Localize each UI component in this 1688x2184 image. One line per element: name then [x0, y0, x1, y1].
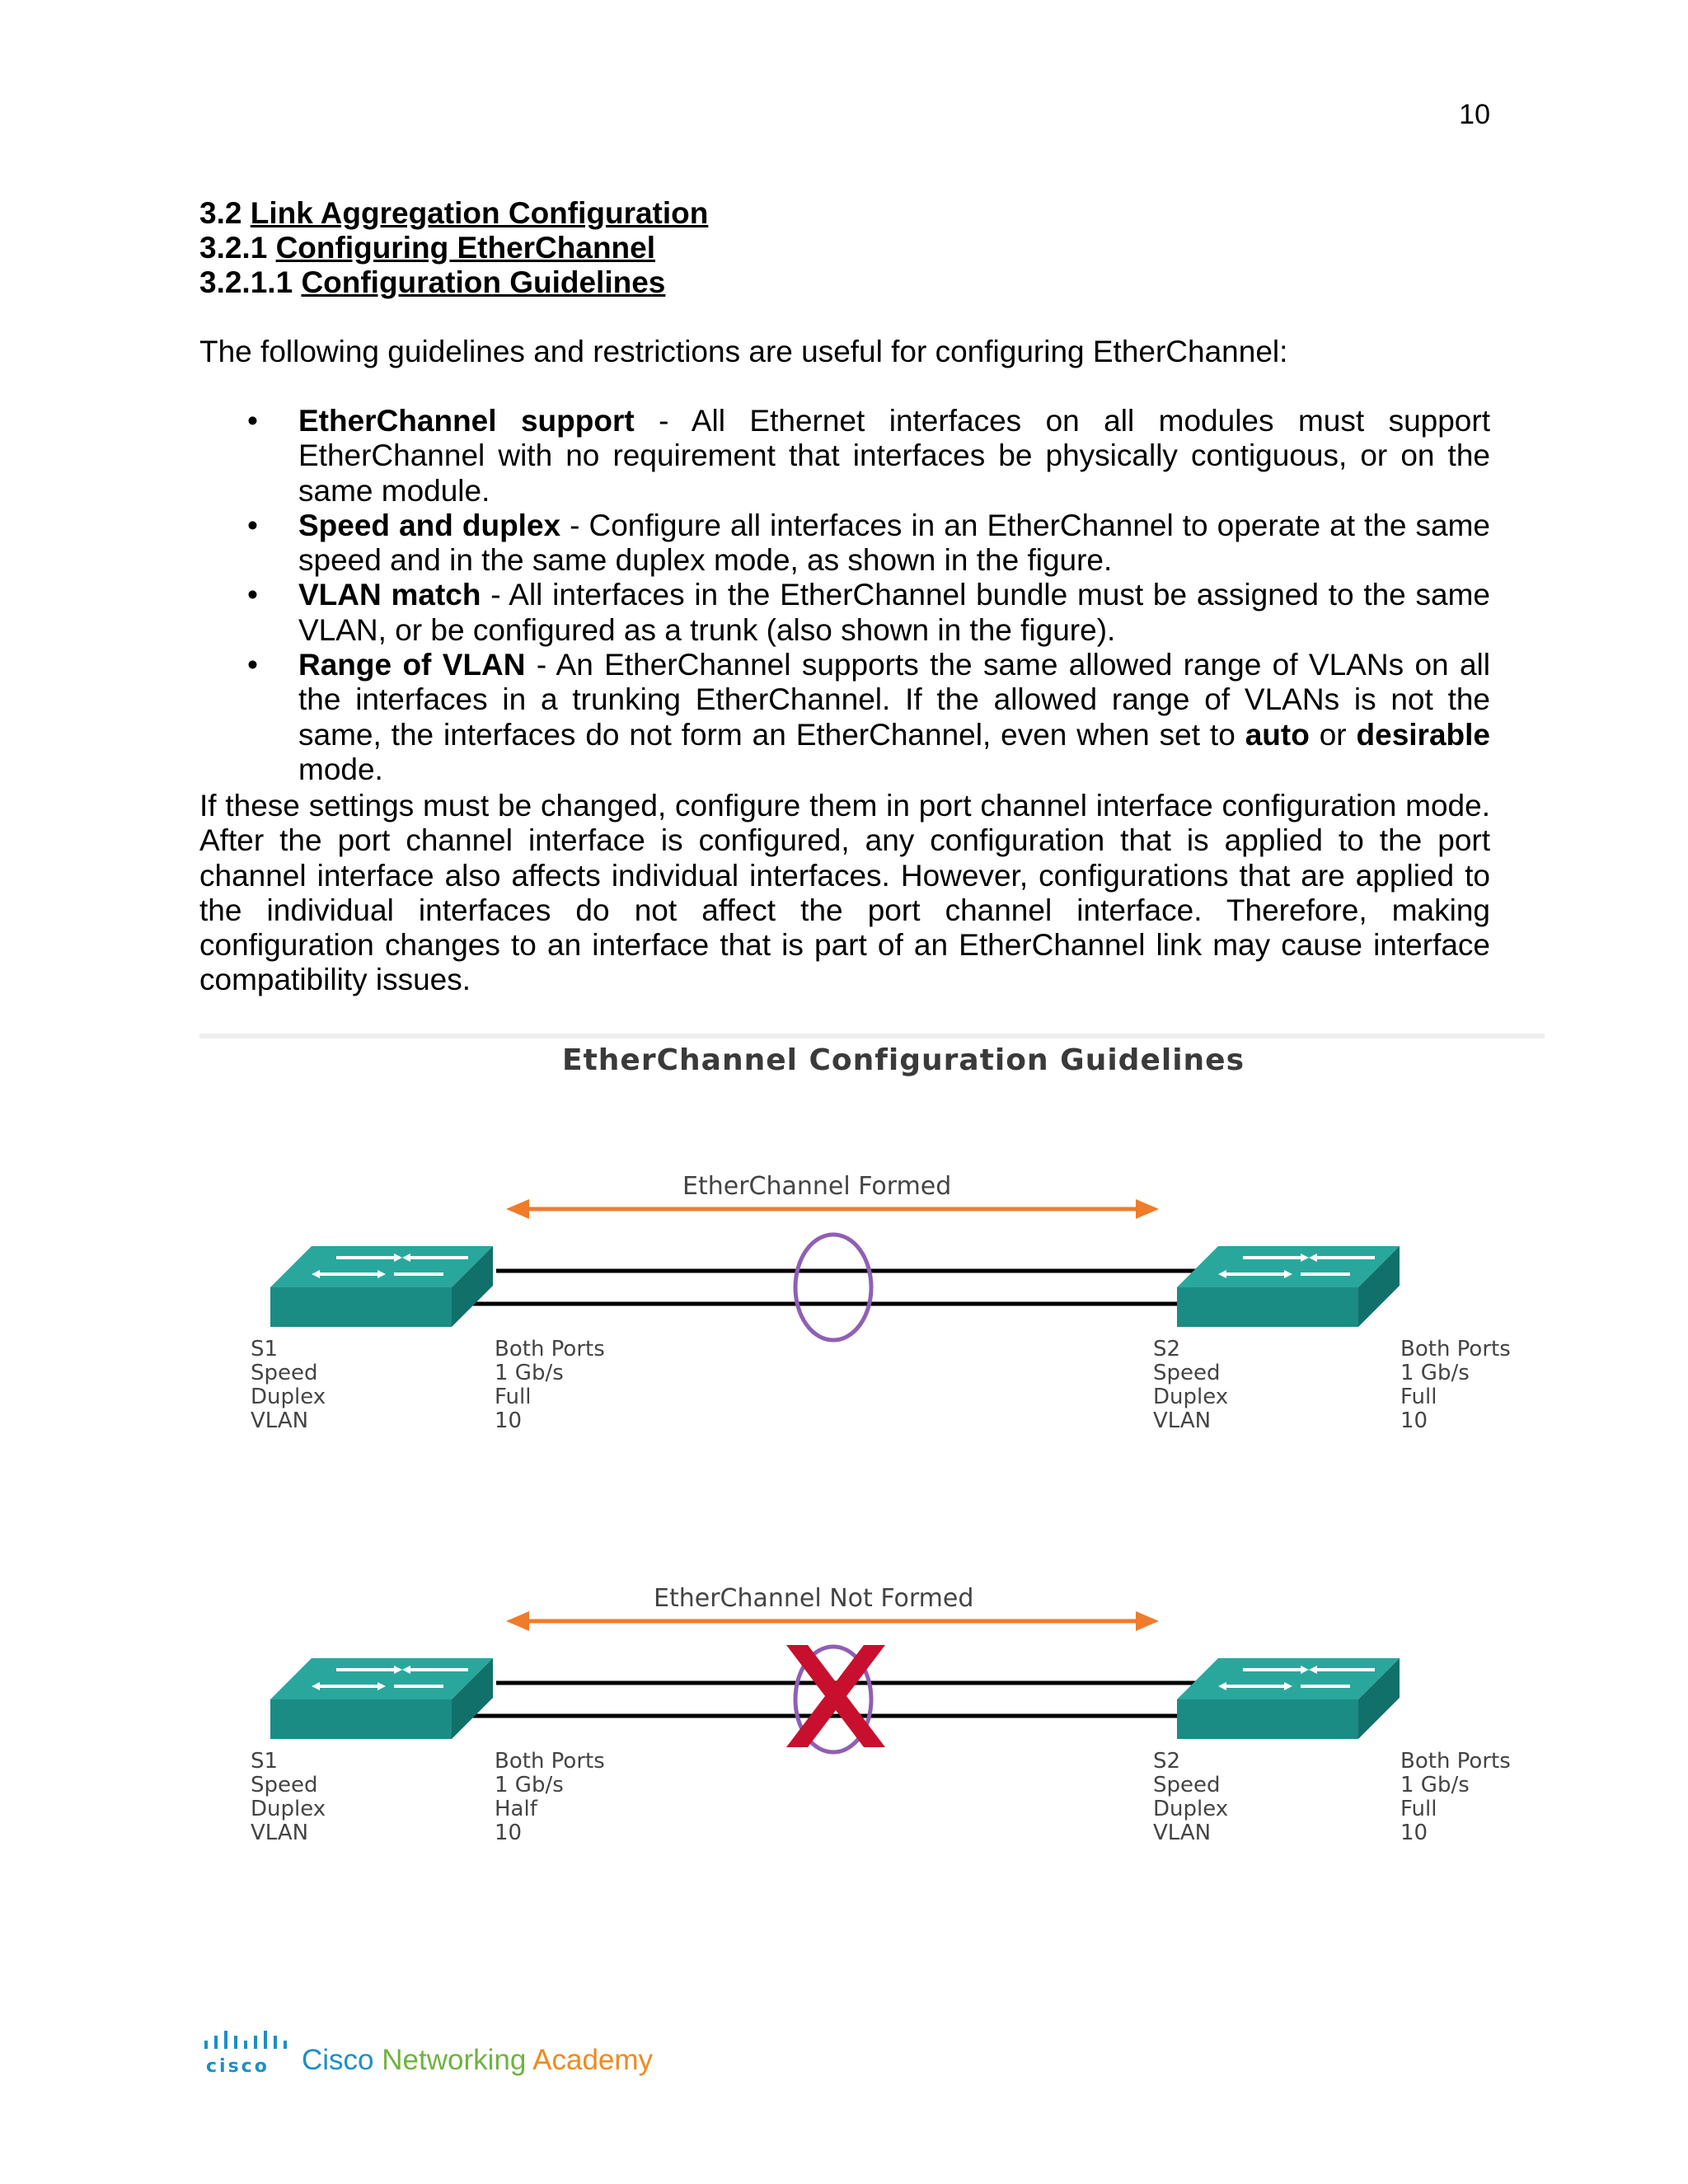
heading-3-2 [199, 196, 1493, 231]
arrow-not-formed [506, 1611, 1159, 1631]
footer-word: Networking [382, 2044, 527, 2076]
bullet-text: - All interfaces in the EtherChannel bundle must be assigned to the same VLAN, or be configured as a trunk (also shown in the figure). [298, 578, 1491, 647]
bullet-icon: • [247, 648, 258, 682]
ports-title: Both Ports [495, 1337, 605, 1361]
footer-word: Cisco [302, 2044, 374, 2076]
switch-s2-icon [1177, 1658, 1400, 1739]
bullet-text: or [1309, 717, 1357, 752]
arrow-label-not-formed: EtherChannel Not Formed [654, 1584, 974, 1613]
bullet-term: Range of VLAN [298, 648, 526, 682]
settings-paragraph: If these settings must be changed, configure them in port channel interface configuration mode. After the port channel interface is configured, any configuration that is applied to the port channel interface also affects individual interfaces. However, configurations that are applied to the individual interfaces do not affect the port channel interface. Therefore, making configuration changes to an interface that is part of an EtherChannel link may cause interface compatibility issues. [199, 789, 1490, 997]
ports-title: Both Ports [495, 1749, 605, 1774]
param-value: 10 [1400, 1821, 1428, 1845]
param-label: Duplex [1153, 1797, 1229, 1821]
param-label: Duplex [251, 1797, 326, 1821]
switch-name-s1: S1 [251, 1749, 279, 1774]
param-label: VLAN [251, 1408, 309, 1433]
list-item [199, 578, 1490, 648]
bullet-icon: • [247, 508, 258, 542]
param-value: 10 [495, 1821, 523, 1845]
param-label: Speed [1153, 1361, 1221, 1385]
param-value: 1 Gb/s [495, 1773, 564, 1797]
heading-number: 3.2.1 [199, 231, 268, 265]
bullet-text: - All Ethernet interfaces on all modules must support EtherChannel with no requirement that interfaces be physically contiguous, or on the same module. [298, 404, 1490, 508]
scenario-not-formed [251, 1584, 1511, 1845]
param-label: VLAN [1153, 1821, 1212, 1845]
param-value: 1 Gb/s [1400, 1773, 1470, 1797]
list-item [199, 648, 1490, 787]
bullet-keyword: auto [1245, 717, 1310, 752]
bullet-icon: • [247, 404, 258, 438]
param-label: Speed [1153, 1773, 1221, 1797]
switch-s2-icon [1177, 1246, 1400, 1327]
param-value: 10 [495, 1408, 523, 1433]
section-headings [199, 196, 1493, 300]
param-label: VLAN [1153, 1408, 1212, 1433]
param-value: Full [1400, 1385, 1437, 1409]
param-label: Speed [251, 1773, 318, 1797]
switch-s1-icon [270, 1246, 493, 1327]
etherchannel-diagram [199, 1033, 1545, 1858]
guidelines-list [199, 404, 1490, 787]
switch-name-s2: S2 [1153, 1337, 1181, 1361]
bullet-term: VLAN match [298, 578, 481, 612]
bullet-text: - An EtherChannel supports the same allowed range of VLANs on all the interfaces in a trunking EtherChannel. If the allowed range of VLANs is not the same, the interfaces do not form an EtherChannel, even when set to [298, 648, 1491, 752]
bullet-icon: • [247, 578, 258, 612]
bullet-text: mode. [298, 752, 383, 786]
heading-3-2-1-1 [199, 265, 1493, 300]
list-item [199, 404, 1490, 509]
param-label: Duplex [251, 1385, 326, 1409]
bullet-keyword: desirable [1356, 717, 1490, 752]
bullet-term: EtherChannel support [298, 404, 635, 438]
heading-link[interactable]: Configuration Guidelines [301, 265, 666, 299]
param-value: Half [495, 1797, 537, 1821]
ports-title: Both Ports [1400, 1337, 1511, 1361]
bullet-term: Speed and duplex [298, 508, 561, 542]
param-label: VLAN [251, 1821, 309, 1845]
intro-paragraph: The following guidelines and restrictions are useful for configuring EtherChannel: [199, 335, 1288, 368]
cisco-logo-icon [203, 2027, 295, 2077]
switch-name-s2: S2 [1153, 1749, 1181, 1774]
etherchannel-figure [199, 1033, 1545, 1858]
param-label: Speed [251, 1361, 318, 1385]
figure-title: EtherChannel Configuration Guidelines [562, 1043, 1245, 1077]
footer-word: Academy [532, 2044, 654, 2076]
heading-number: 3.2.1.1 [199, 265, 293, 299]
ports-title: Both Ports [1400, 1749, 1511, 1774]
heading-3-2-1 [199, 231, 1493, 265]
switch-name-s1: S1 [251, 1337, 279, 1361]
param-value: Full [1400, 1797, 1437, 1821]
bullet-text: - Configure all interfaces in an EtherChannel to operate at the same speed and in the same duplex mode, as shown in the figure. [298, 508, 1490, 578]
channel-ellipse [795, 1235, 871, 1340]
arrow-label-formed: EtherChannel Formed [682, 1172, 952, 1201]
heading-link[interactable]: Link Aggregation Configuration [250, 196, 709, 230]
list-item [199, 509, 1490, 579]
page-number: 10 [1459, 99, 1490, 130]
param-label: Duplex [1153, 1385, 1229, 1409]
param-value: 1 Gb/s [1400, 1361, 1470, 1385]
cisco-wordmark: cisco [206, 2056, 270, 2077]
param-value: 10 [1400, 1408, 1428, 1433]
scenario-formed [251, 1172, 1511, 1433]
arrow-formed [506, 1199, 1159, 1219]
param-value: 1 Gb/s [495, 1361, 564, 1385]
heading-number: 3.2 [199, 196, 242, 230]
param-value: Full [495, 1385, 532, 1409]
heading-link[interactable]: Configuring EtherChannel [275, 231, 656, 265]
footer-academy-name [302, 2044, 653, 2077]
switch-s1-icon [270, 1658, 493, 1739]
